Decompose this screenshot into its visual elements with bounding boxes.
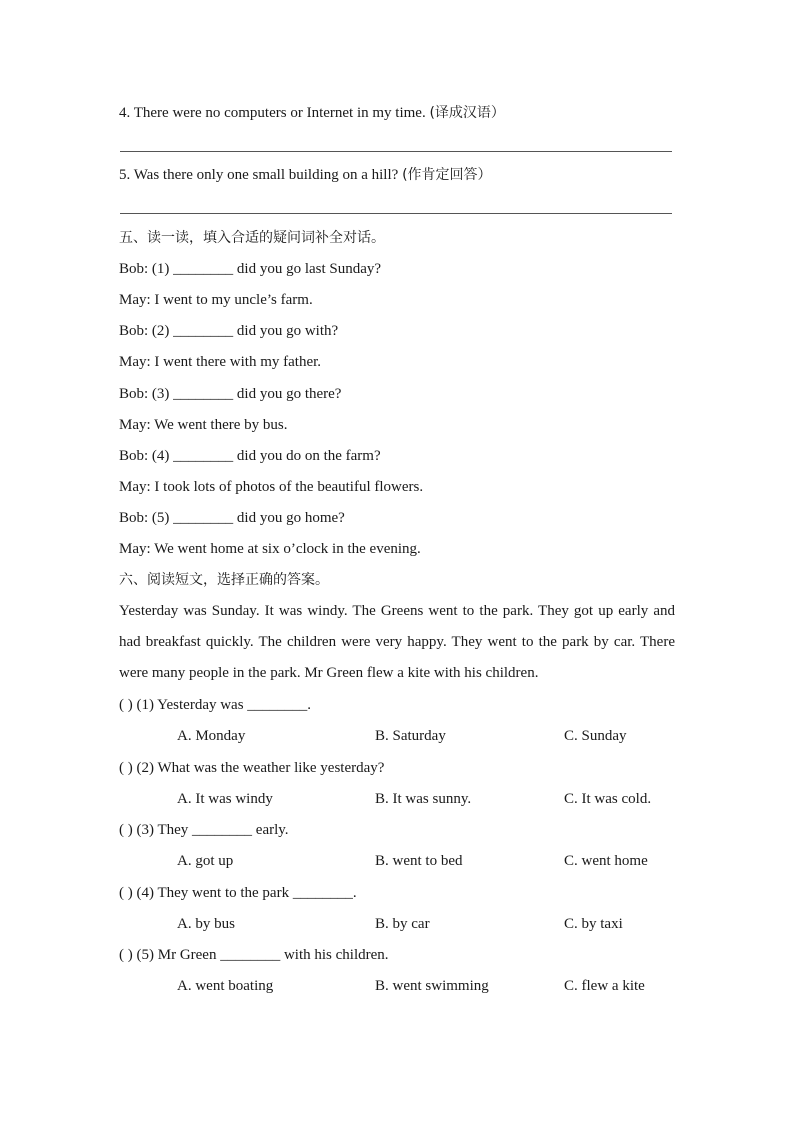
section-5-heading: 五、读一读，填入合适的疑问词补全对话。 bbox=[119, 230, 385, 246]
option-a[interactable]: A. It was windy bbox=[177, 791, 273, 807]
question-stem: ( ) (5) Mr Green ________ with his children. bbox=[119, 947, 389, 963]
question-5-text: 5. Was there only one small building on a hill? bbox=[119, 167, 403, 183]
option-c[interactable]: C. It was cold. bbox=[564, 791, 652, 807]
question-5-instruction: (作肯定回答） bbox=[402, 167, 492, 183]
option-b[interactable]: B. by car bbox=[375, 916, 430, 932]
option-b[interactable]: B. went to bed bbox=[375, 853, 463, 869]
option-a[interactable]: A. by bus bbox=[177, 916, 235, 932]
option-c[interactable]: C. went home bbox=[564, 853, 648, 869]
option-b[interactable]: B. went swimming bbox=[375, 978, 489, 994]
option-a[interactable]: A. Monday bbox=[177, 728, 246, 744]
option-a[interactable]: A. went boating bbox=[177, 978, 274, 994]
answer-line-4[interactable] bbox=[120, 151, 672, 152]
dialogue-line: Bob: (4) ________ did you do on the farm? bbox=[119, 448, 381, 464]
question-stem: ( ) (4) They went to the park ________. bbox=[119, 885, 357, 901]
dialogue-line: May: I went to my uncle’s farm. bbox=[119, 292, 313, 308]
question-4-instruction: (译成汉语） bbox=[429, 105, 505, 121]
dialogue-line: May: We went there by bus. bbox=[119, 417, 288, 433]
question-stem: ( ) (1) Yesterday was ________. bbox=[119, 697, 312, 713]
option-b[interactable]: B. Saturday bbox=[375, 728, 446, 744]
option-a[interactable]: A. got up bbox=[177, 853, 234, 869]
dialogue-line: May: I took lots of photos of the beautiful flowers. bbox=[119, 479, 424, 495]
dialogue-line: Bob: (3) ________ did you go there? bbox=[119, 386, 342, 402]
option-c[interactable]: C. flew a kite bbox=[564, 978, 645, 994]
reading-passage: Yesterday was Sunday. It was windy. The Greens went to the park. They got up early and had breakfast quickly. The children were very happy. They went to the park by car. There were many people in the park. Mr Green flew a kite with his children. bbox=[119, 603, 675, 681]
dialogue-line: Bob: (2) ________ did you go with? bbox=[119, 323, 339, 339]
question-stem: ( ) (2) What was the weather like yesterday? bbox=[119, 760, 385, 776]
option-b[interactable]: B. It was sunny. bbox=[375, 791, 472, 807]
question-4-text: 4. There were no computers or Internet in my time. bbox=[119, 105, 430, 121]
question-stem: ( ) (3) They ________ early. bbox=[119, 822, 289, 838]
dialogue-line: Bob: (1) ________ did you go last Sunday? bbox=[119, 261, 382, 277]
question-4 bbox=[119, 104, 505, 122]
answer-line-5[interactable] bbox=[120, 213, 672, 214]
dialogue-line: Bob: (5) ________ did you go home? bbox=[119, 510, 345, 526]
section-6-heading: 六、阅读短文，选择正确的答案。 bbox=[119, 572, 329, 588]
option-c[interactable]: C. by taxi bbox=[564, 916, 623, 932]
dialogue-line: May: I went there with my father. bbox=[119, 354, 322, 370]
option-c[interactable]: C. Sunday bbox=[564, 728, 627, 744]
dialogue-line: May: We went home at six o’clock in the evening. bbox=[119, 541, 421, 557]
question-5 bbox=[119, 166, 492, 184]
